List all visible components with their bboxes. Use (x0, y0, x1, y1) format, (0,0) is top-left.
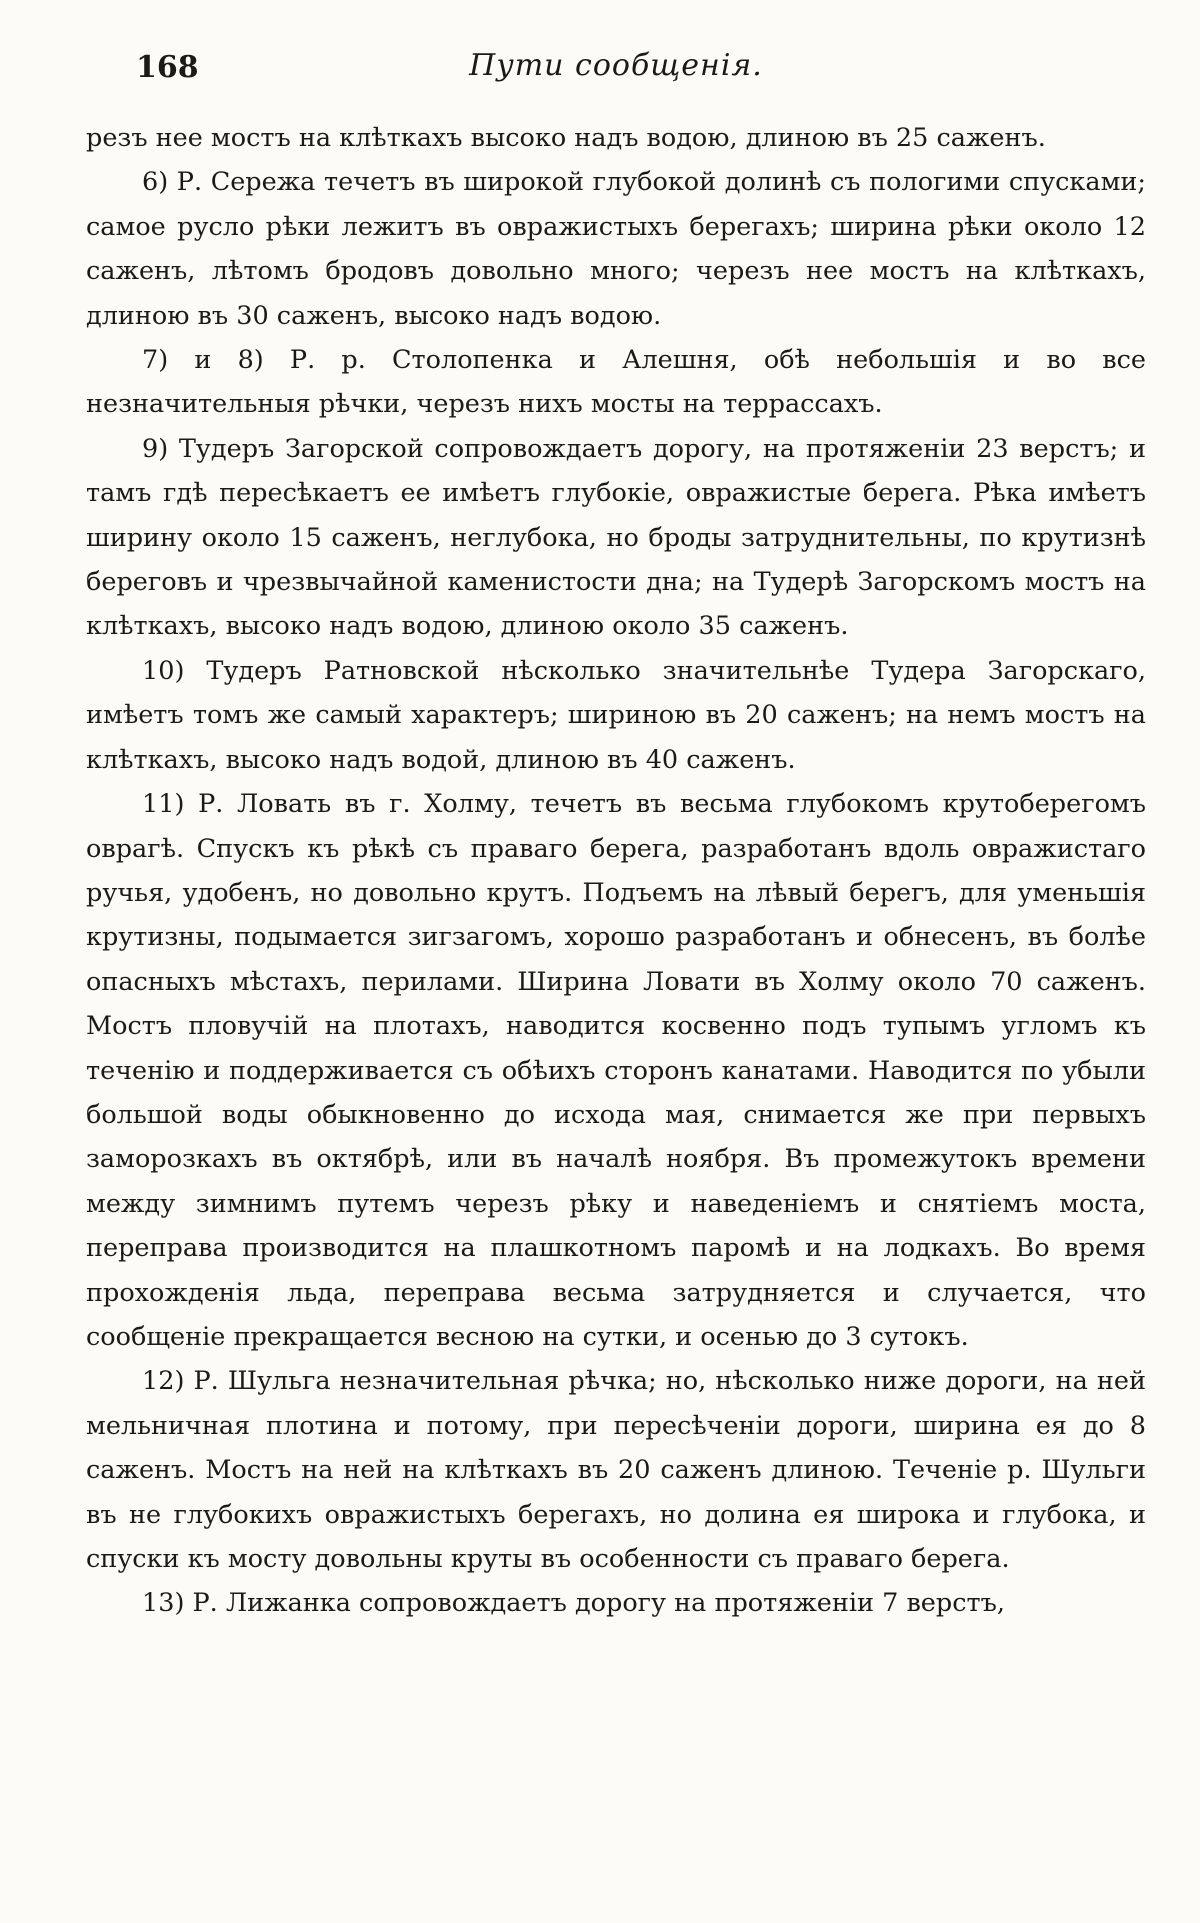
paragraph-river-lizhanka: 13) Р. Лижанка сопровождаетъ дорогу на протяженіи 7 верстъ, (142, 1588, 1005, 1619)
paragraph-rivers-stolopenka-aleshnya: 7) и 8) Р. р. Столопенка и Алешня, обѣ небольшія и во все незначительныя рѣчки, черезъ нихъ мосты на террассахъ. (86, 345, 1146, 420)
paragraph-river-serezha: 6) Р. Сережа течетъ въ широкой глубокой долинѣ съ пологими спусками; самое русло рѣки лежитъ въ овражистыхъ берегахъ; ширина рѣки около 12 саженъ, лѣтомъ бродовъ довольно много; черезъ нее мостъ на клѣткахъ, длиною въ 30 саженъ, высоко надъ водою. (86, 167, 1146, 331)
paragraph-continuation: резъ нее мостъ на клѣткахъ высоко надъ водою, длиною въ 25 саженъ. (86, 123, 1046, 153)
book-page (84, 38, 1148, 1626)
paragraph-tuder-ratnovskoy: 10) Тудеръ Ратновской нѣсколько значительнѣе Тудера Загорскаго, имѣетъ томъ же самый характеръ; шириною въ 20 саженъ; на немъ мостъ на клѣткахъ, высоко надъ водой, длиною въ 40 саженъ. (86, 655, 1146, 775)
body-text (84, 116, 1148, 1626)
page-number: 168 (136, 50, 199, 85)
paragraph-tuder-zagorskoy: 9) Тудеръ Загорской сопровождаетъ дорогу, на протяженіи 23 верстъ; и тамъ гдѣ пересѣкаетъ ее имѣетъ глубокіе, овражистые берега. Рѣка имѣетъ ширину около 15 саженъ, неглубока, но броды затруднительны, по крутизнѣ береговъ и чрезвычайной каменистости дна; на Тудерѣ Загорскомъ мостъ на клѣткахъ, высоко надъ водою, длиною около 35 саженъ. (86, 433, 1146, 642)
running-head (84, 38, 1148, 98)
paragraph-river-shulga: 12) Р. Шульга незначительная рѣчка; но, нѣсколько ниже дороги, на ней мельничная плотина и потому, при пересѣченіи дороги, ширина ея до 8 саженъ. Мостъ на ней на клѣткахъ въ 20 саженъ длиною. Теченіе р. Шульги въ не глубокихъ овражистыхъ берегахъ, но долина ея широка и глубока, и спуски къ мосту довольны круты въ особенности съ праваго берега. (86, 1366, 1146, 1574)
running-title: Пути сообщенія. (469, 48, 763, 83)
paragraph-river-lovat: 11) Р. Ловать въ г. Холму, течетъ въ весьма глубокомъ крутоберегомъ оврагѣ. Спускъ къ рѣкѣ съ праваго берега, разработанъ вдоль овражистаго ручья, удобенъ, но довольно крутъ. Подъемъ на лѣвый берегъ, для уменьшія крутизны, подымается зигзагомъ, хорошо разработанъ и обнесенъ, въ болѣе опасныхъ мѣстахъ, перилами. Ширина Ловати въ Холму около 70 саженъ. Мостъ пловучій на плотахъ, наводится косвенно подъ тупымъ угломъ къ теченію и поддерживается съ обѣихъ сторонъ канатами. Наводится по убыли большой воды обыкновенно до исхода мая, снимается же при первыхъ заморозкахъ въ октябрѣ, или въ началѣ ноября. Въ промежутокъ времени между зимнимъ путемъ черезъ рѣку и наведеніемъ и снятіемъ моста, переправа производится на плашкотномъ паромѣ и на лодкахъ. Во время прохожденія льда, переправа весьма затрудняется и случается, что сообщеніе прекращается весною на сутки, и осенью до 3 сутокъ. (86, 789, 1146, 1352)
